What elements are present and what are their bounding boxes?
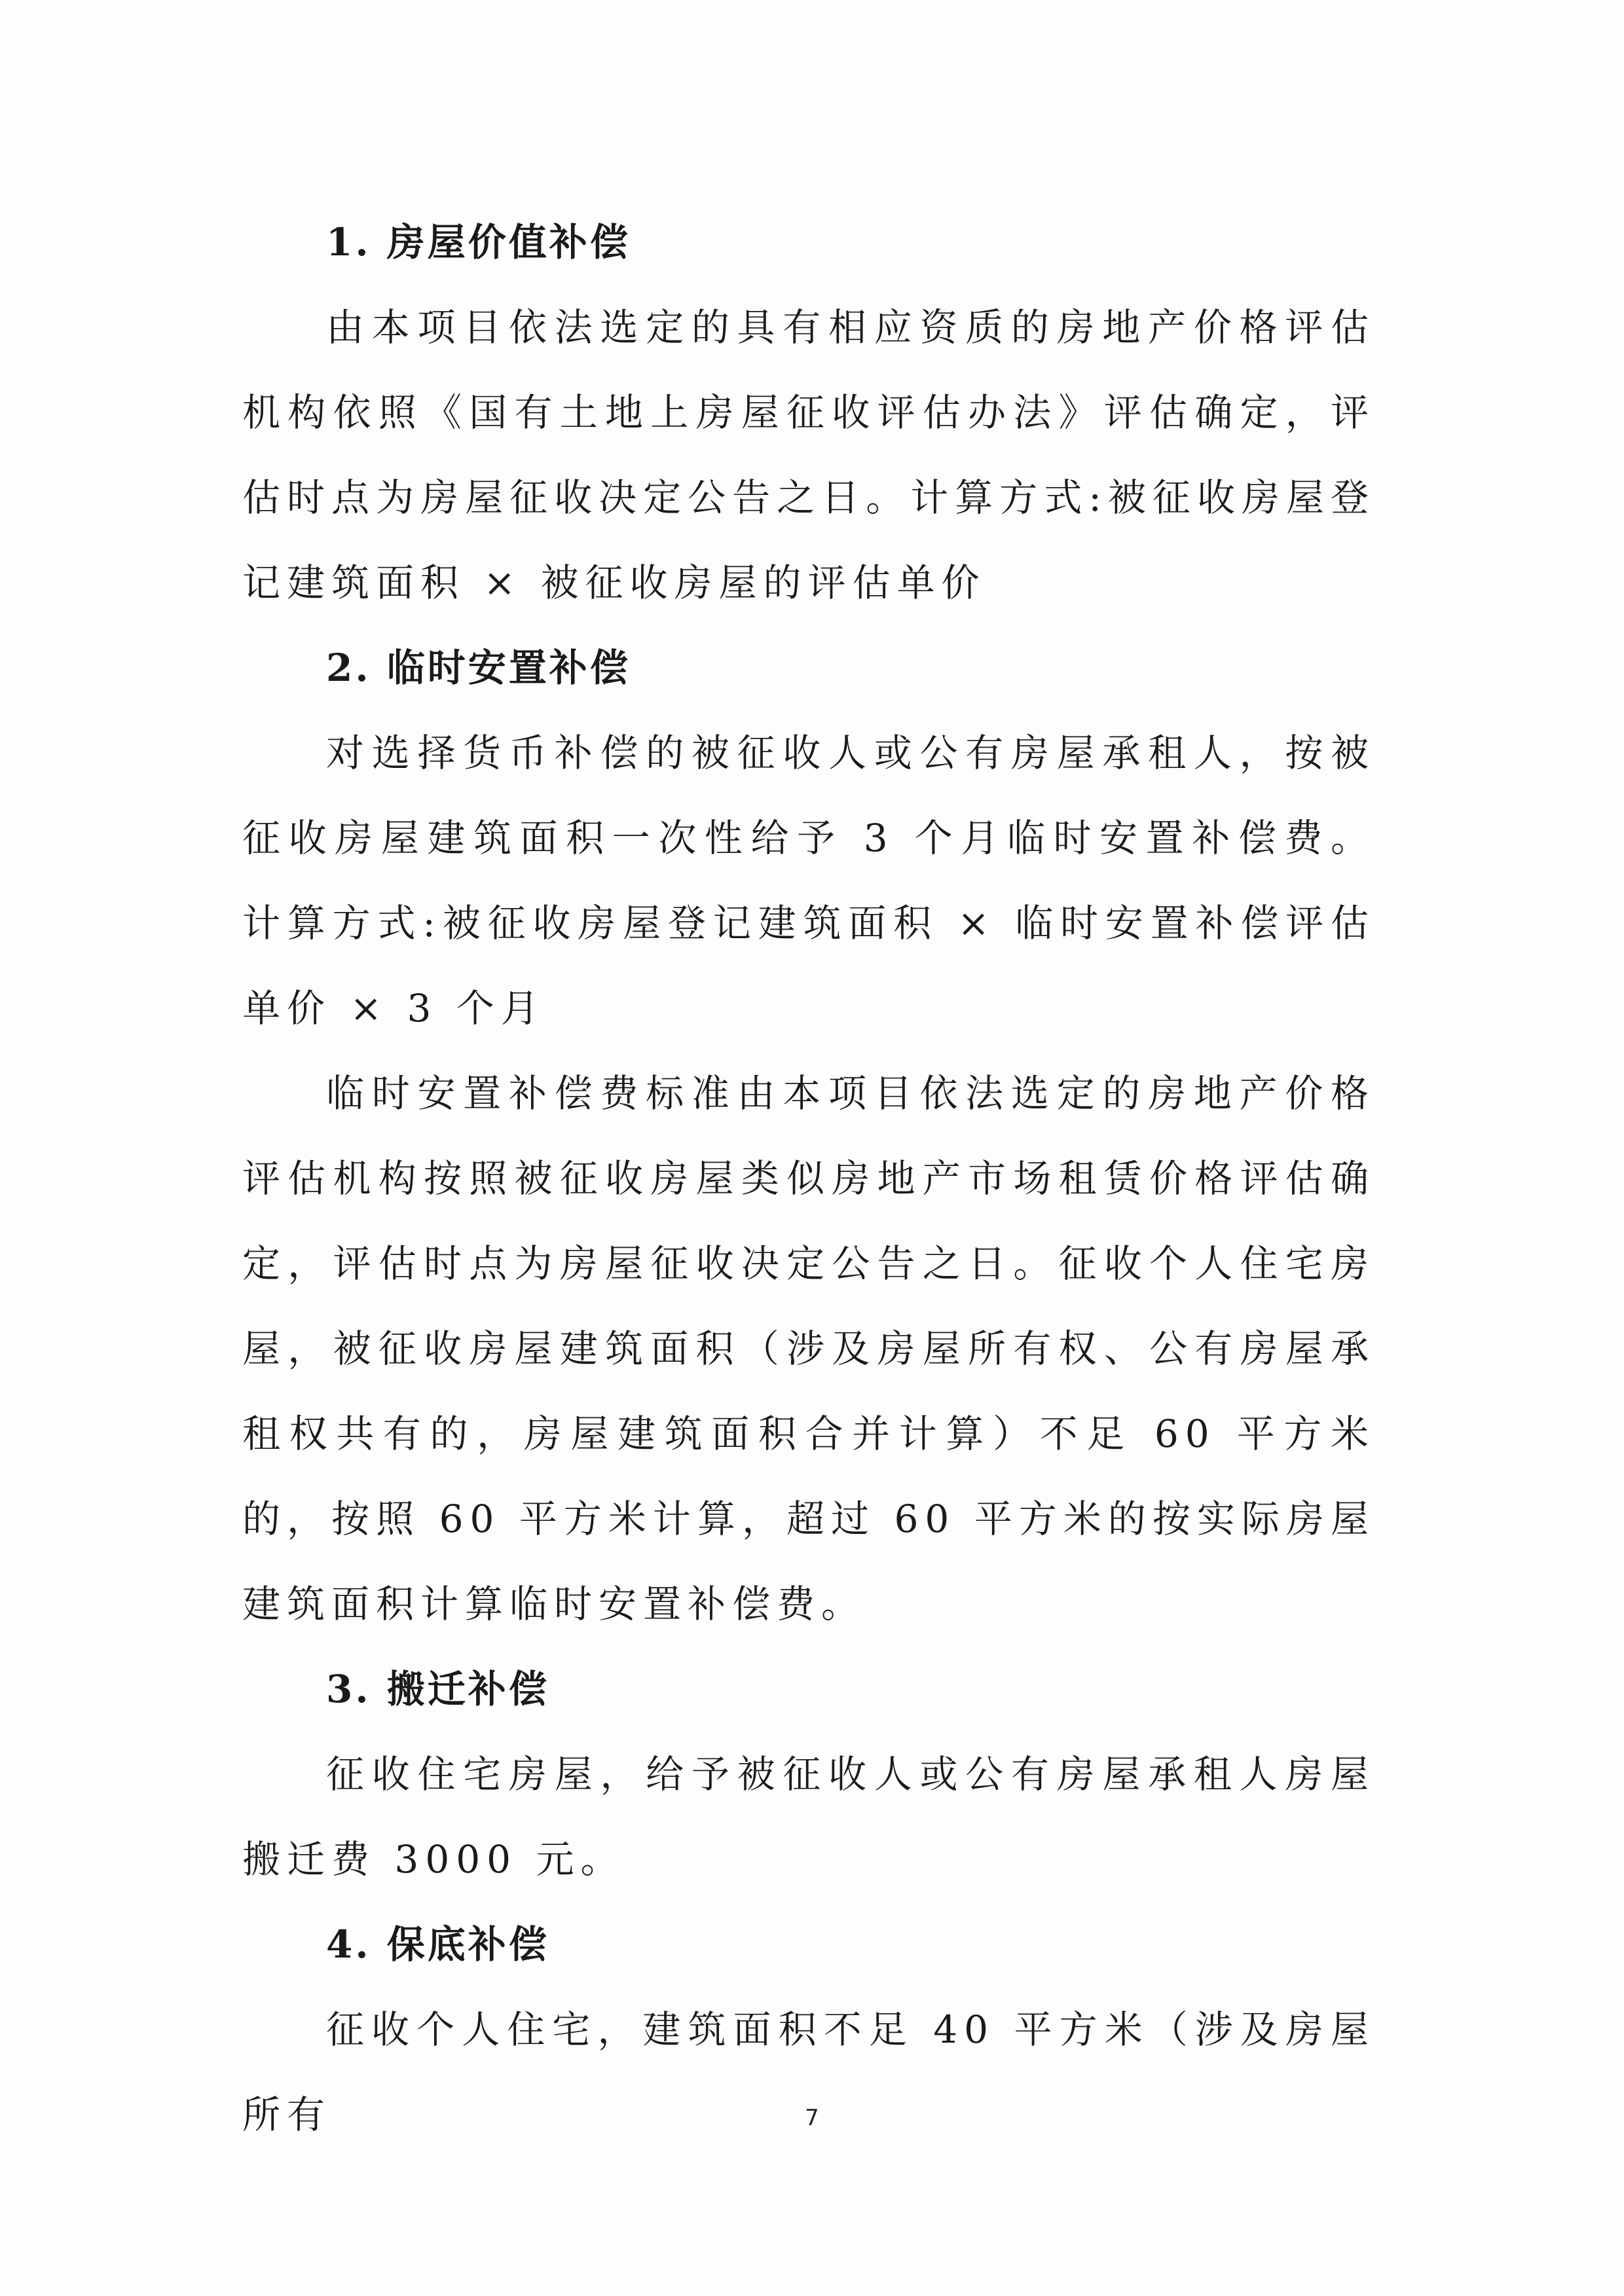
paragraph: 征收住宅房屋，给予被征收人或公有房屋承租人房屋搬迁费 3000 元。 — [242, 1752, 1375, 1882]
section-temporary-resettlement-compensation — [242, 625, 1375, 1647]
section-heading: 2. 临时安置补偿 — [326, 646, 631, 690]
paragraph: 对选择货币补偿的被征收人或公有房屋承租人，按被征收房屋建筑面积一次性给予 3 个月临时安置补偿费。计算方式:被征收房屋登记建筑面积 × 临时安置补偿评估单价 × 3 个月 — [242, 731, 1375, 1030]
section-heading: 4. 保底补偿 — [326, 1922, 549, 1967]
section-relocation-compensation — [242, 1647, 1375, 1902]
paragraph: 临时安置补偿费标准由本项目依法选定的房地产价格评估机构按照被征收房屋类似房地产市场租赁价格评估确定，评估时点为房屋征收决定公告之日。征收个人住宅房屋，被征收房屋建筑面积（涉及房屋所有权、公有房屋承租权共有的，房屋建筑面积合并计算）不足 60 平方米的，按照 60 平方米计算，超过 60 平方米的按实际房屋建筑面积计算临时安置补偿费。 — [242, 1071, 1375, 1626]
paragraph: 征收个人住宅，建筑面积不足 40 平方米（涉及房屋所有 — [242, 2007, 1375, 2137]
page-number: 7 — [805, 2105, 819, 2131]
section-heading: 1. 房屋价值补偿 — [326, 220, 631, 264]
document-body — [242, 200, 1375, 2157]
section-house-value-compensation — [242, 200, 1375, 625]
paragraph: 由本项目依法选定的具有相应资质的房地产价格评估机构依照《国有土地上房屋征收评估办法》评估确定，评估时点为房屋征收决定公告之日。计算方式:被征收房屋登记建筑面积 × 被征收房屋的评估单价 — [242, 305, 1375, 605]
section-heading: 3. 搬迁补偿 — [326, 1667, 549, 1711]
